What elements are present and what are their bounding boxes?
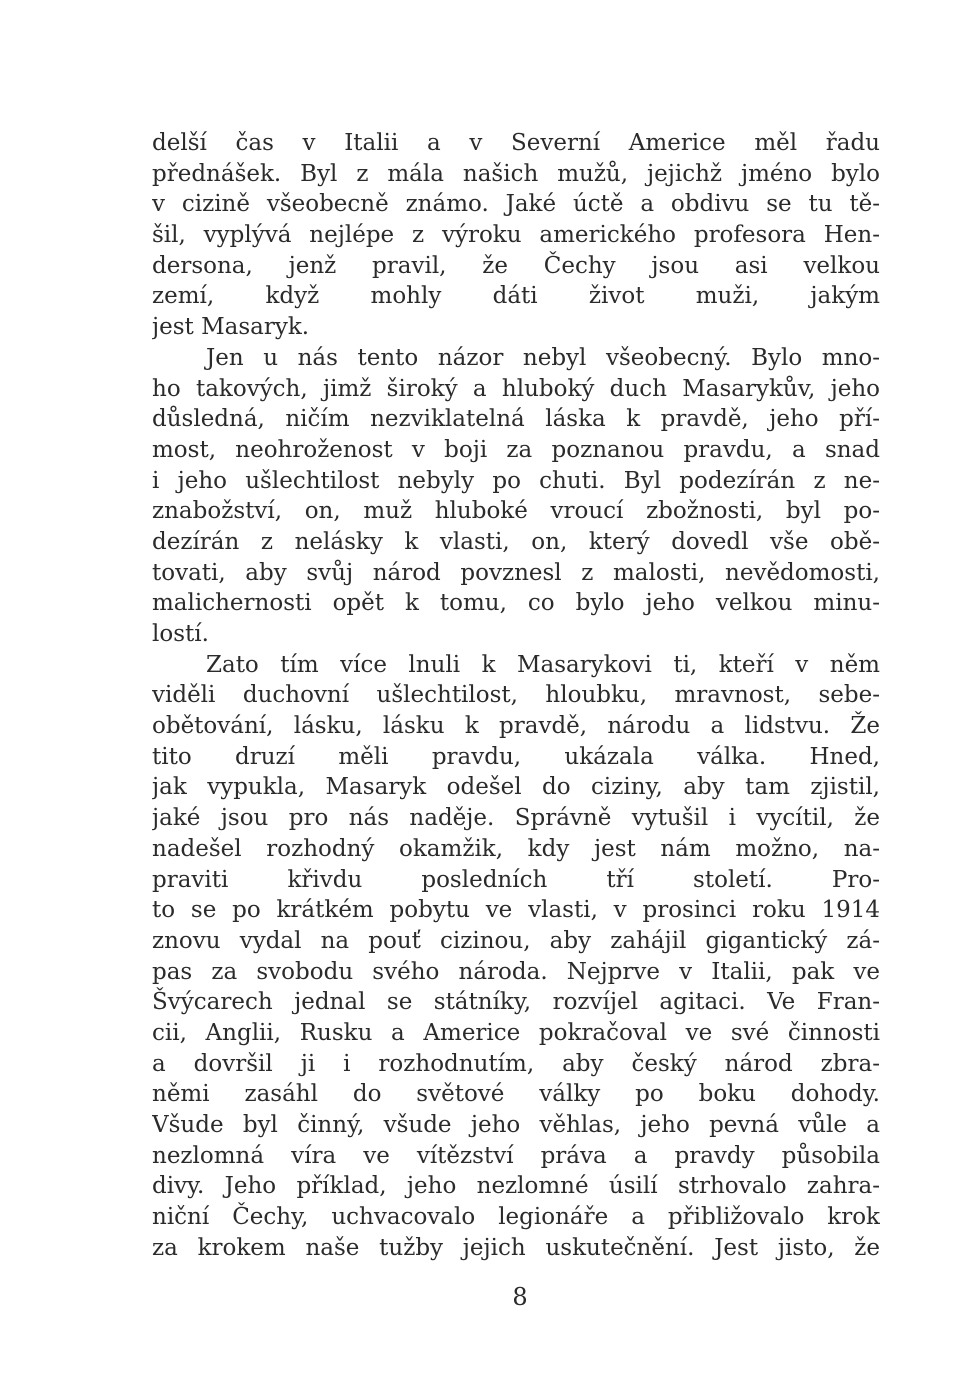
text-line: znabožství, on, muž hluboké vroucí zbožnosti, byl po-: [152, 498, 880, 525]
text-line: znovu vydal na pouť cizinou, aby zahájil gigantický zá-: [152, 927, 880, 954]
text-line: jaké jsou pro nás naděje. Správně vytušil i vycítil, že: [152, 805, 880, 832]
text-line: viděli duchovní ušlechtilost, hloubku, mravnost, sebe-: [152, 682, 880, 709]
text-line: důsledná, ničím nezviklatelná láska k pravdě, jeho pří-: [152, 406, 880, 433]
text-line: jest Masaryk.: [152, 314, 310, 341]
text-line: dersona, jenž pravil, že Čechy jsou asi velkou: [152, 252, 880, 279]
text-line: jak vypukla, Masaryk odešel do ciziny, aby tam zjistil,: [152, 774, 880, 801]
text-line: a dovršil ji i rozhodnutím, aby český národ zbra-: [152, 1050, 880, 1077]
text-line: most, neohroženost v boji za poznanou pravdu, a snad: [152, 436, 880, 463]
text-line: niční Čechy, uchvacovalo legionáře a přibližovalo krok: [152, 1204, 880, 1231]
text-line: Všude byl činný, všude jeho věhlas, jeho pevná vůle a: [152, 1112, 880, 1138]
text-line: němi zasáhl do světové války po boku dohody.: [152, 1081, 880, 1108]
text-line: Jen u nás tento názor nebyl všeobecný. Bylo mno-: [206, 344, 880, 371]
text-line: za krokem naše tužby jejich uskutečnění. Jest jisto, že: [152, 1234, 880, 1261]
text-line: přednášek. Byl z mála našich mužů, jejichž jméno bylo: [152, 160, 880, 187]
text-line: tovati, aby svůj národ povznesl z malosti, nevědomosti,: [152, 559, 880, 586]
text-line: praviti křivdu posledních tří století. Pro-: [152, 866, 880, 893]
text-line: to se po krátkém pobytu ve vlasti, v prosinci roku 1914: [152, 897, 880, 924]
page-number: 8: [512, 1283, 528, 1311]
text-line: v cizině všeobecně známo. Jaké úctě a obdivu se tu tě-: [152, 191, 880, 218]
text-line: lostí.: [152, 621, 209, 647]
text-line: delší čas v Italii a v Severní Americe měl řadu: [152, 130, 880, 156]
text-line: šil, vyplývá nejlépe z výroku amerického profesora Hen-: [152, 222, 880, 249]
text-line: pas za svobodu svého národa. Nejprve v Italii, pak ve: [152, 958, 880, 985]
text-line: malichernosti opět k tomu, co bylo jeho velkou minu-: [152, 590, 880, 617]
text-line: cii, Anglii, Rusku a Americe pokračoval ve své činnosti: [152, 1019, 880, 1046]
text-line: dezírán z nelásky k vlasti, on, který dovedl vše obě-: [152, 528, 880, 555]
text-line: zemí, když mohly dáti život muži, jakým: [152, 283, 880, 310]
text-line: obětování, lásku, lásku k pravdě, národu a lidstvu. Že: [152, 713, 880, 740]
text-line: tito druzí měli pravdu, ukázala válka. Hned,: [152, 743, 880, 770]
body-text: [152, 128, 880, 1263]
text-line: nadešel rozhodný okamžik, kdy jest nám možno, na-: [152, 835, 880, 862]
text-line: Švýcarech jednal se státníky, rozvíjel agitaci. Ve Fran-: [152, 989, 880, 1016]
text-line: Zato tím více lnuli k Masarykovi ti, kteří v něm: [206, 651, 880, 678]
text-line: divy. Jeho příklad, jeho nezlomné úsilí strhovalo zahra-: [152, 1173, 880, 1200]
text-line: i jeho ušlechtilost nebyly po chuti. Byl podezírán z ne-: [152, 467, 880, 494]
text-line: ho takových, jimž široký a hluboký duch Masarykův, jeho: [152, 375, 880, 402]
text-line: nezlomná víra ve vítězství práva a pravdy působila: [152, 1142, 880, 1169]
